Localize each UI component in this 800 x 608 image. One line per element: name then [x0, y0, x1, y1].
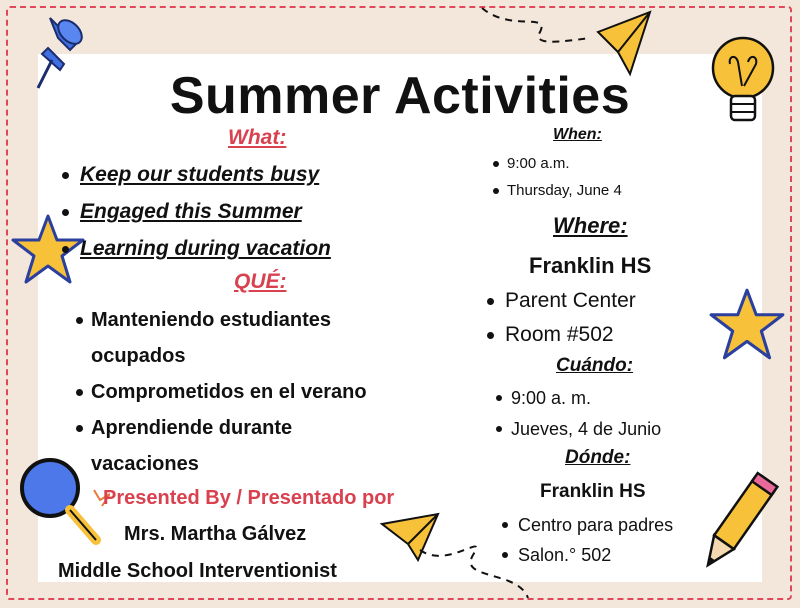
donde-place: Franklin HS — [540, 481, 646, 502]
donde-heading: Dónde: — [565, 447, 631, 468]
que-list — [74, 302, 434, 482]
list-item: Jueves, 4 de Junio — [494, 414, 734, 445]
presenter-name: Mrs. Martha Gálvez — [124, 523, 307, 545]
list-item: Aprendiende durante vacaciones — [74, 410, 351, 482]
list-item: 9:00 a. m. — [494, 383, 734, 414]
donde-list — [500, 510, 740, 570]
presenter-label: Presented By / Presentado por — [103, 487, 395, 509]
que-heading: QUÉ: — [234, 270, 287, 293]
list-item: Engaged this Summer — [60, 197, 420, 234]
page-title: Summer Activities — [169, 67, 631, 125]
presenter-role: Middle School Interventionist — [58, 560, 337, 582]
list-item: Comprometidos en el verano — [74, 374, 434, 410]
list-item: Manteniendo estudiantes ocupados — [74, 302, 391, 374]
list-item: Keep our students busy — [60, 160, 420, 197]
list-item: Centro para padres — [500, 510, 740, 540]
what-list — [60, 160, 420, 271]
list-item: 9:00 a.m. — [490, 150, 730, 177]
cuando-list — [494, 383, 734, 445]
when-list — [490, 150, 730, 204]
cuando-heading: Cuándo: — [556, 355, 634, 376]
where-place: Franklin HS — [529, 253, 652, 278]
what-heading: What: — [228, 126, 287, 149]
list-item: Learning during vacation — [60, 234, 420, 271]
when-heading: When: — [553, 126, 602, 143]
list-item: Salon.° 502 — [500, 540, 740, 570]
where-heading: Where: — [553, 213, 628, 238]
list-item: Thursday, June 4 — [490, 177, 730, 204]
where-list — [486, 284, 726, 352]
list-item: Parent Center — [486, 284, 726, 318]
list-item: Room #502 — [486, 318, 726, 352]
